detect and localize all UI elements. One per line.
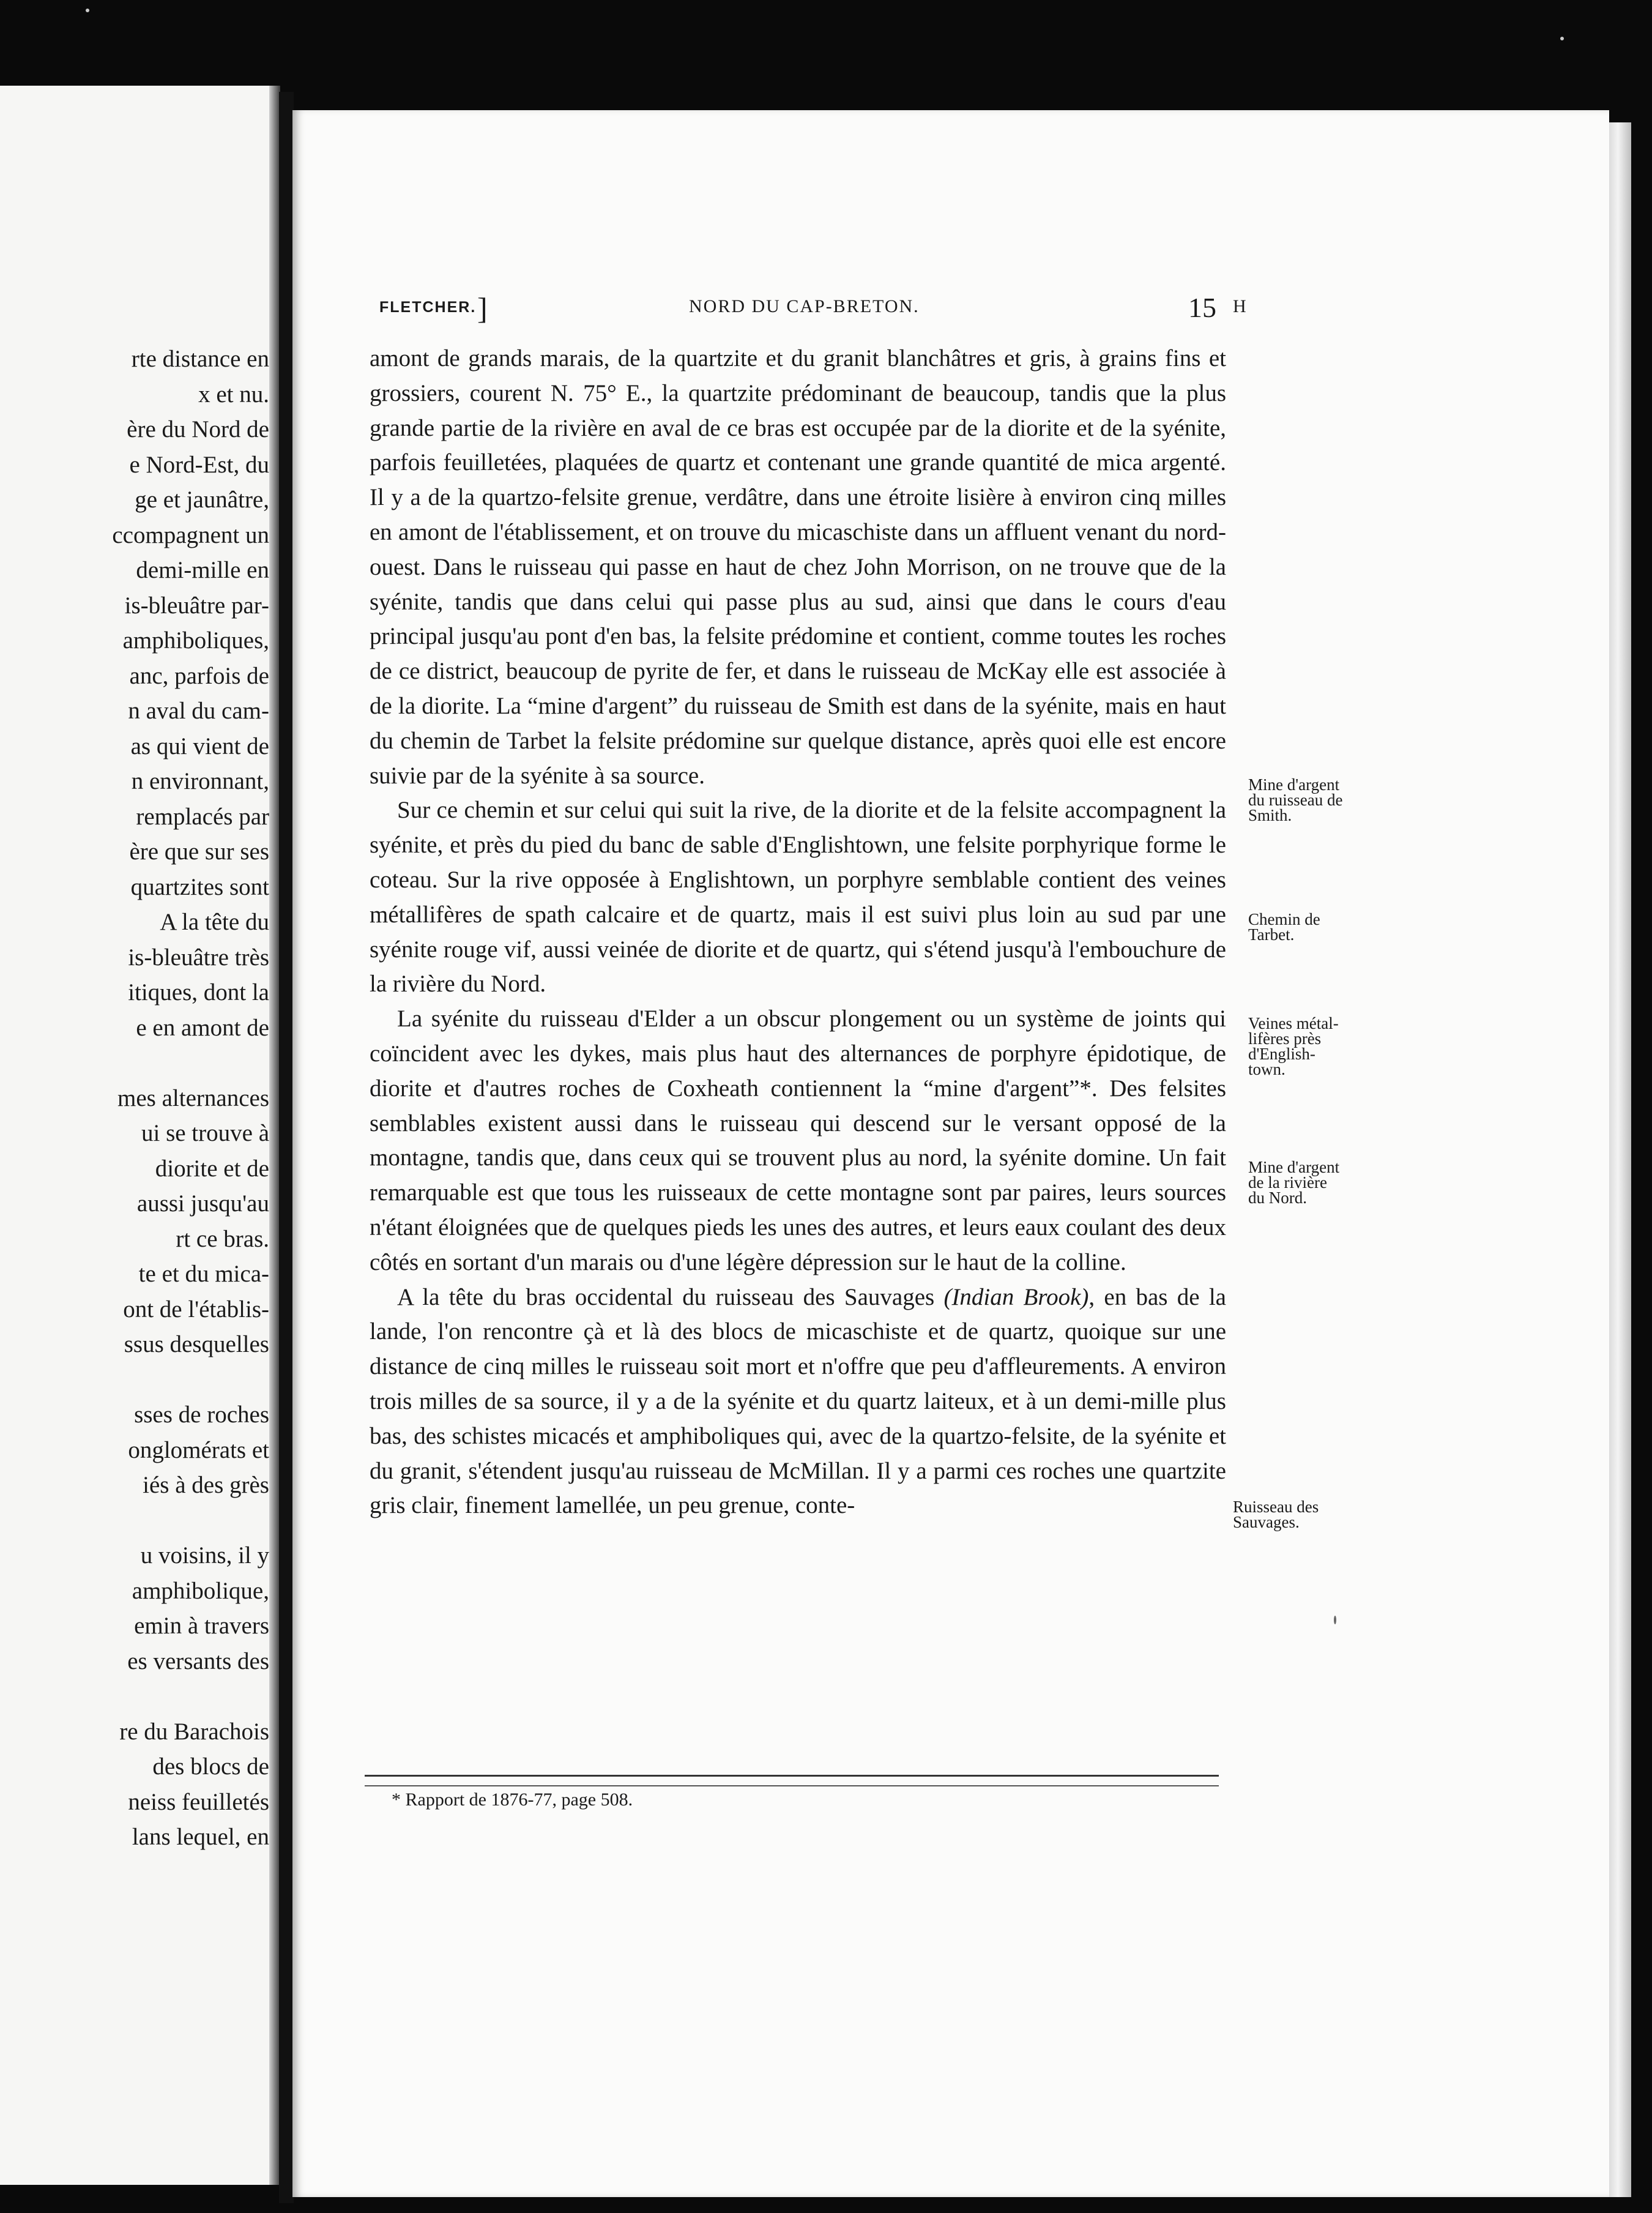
previous-page-line: des blocs de: [152, 1753, 269, 1780]
previous-page-line: n aval du cam-: [128, 698, 269, 724]
previous-page-line: aussi jusqu'au: [136, 1190, 269, 1217]
margin-note-line: du Nord.: [1248, 1189, 1307, 1207]
previous-page-line: is-bleuâtre par-: [124, 592, 269, 619]
running-header: [0, 291, 1652, 335]
previous-page-line: is-bleuâtre très: [128, 944, 269, 971]
paragraph-4-rest: , en bas de la lande, l'on rencontre çà et là des blocs de micaschiste et de quartz, quoique sur une distance de cinq milles le ruisseau soit mort et n'offre que peu d'affleurements. A environ trois milles de sa source, il y a de la syénite et du quartz laiteux, et à un demi-mille plus bas, des schistes micacés et amphiboliques qui, avec de la quartzo-felsite, de la syénite et du granit, s'étendent jusqu'au ruisseau de McMillan. Il y a parmi ces roches une quartzite gris clair, finement lamellée, un peu grenue, conte-: [370, 1283, 1226, 1519]
header-author: FLETCHER.: [379, 299, 477, 316]
previous-page-text: [0, 341, 269, 1855]
body-text: [370, 341, 1226, 1523]
margin-note-line: Veines métal-: [1248, 1014, 1339, 1032]
previous-page-line: u voisins, il y: [140, 1542, 269, 1569]
previous-page-line: [0, 1503, 275, 1539]
previous-page-line: neiss feuilletés: [128, 1788, 269, 1815]
header-bracket: ]: [477, 291, 488, 326]
previous-page-line: itiques, dont la: [128, 979, 269, 1006]
previous-page: [0, 86, 275, 2185]
margin-note-line: d'English-: [1248, 1045, 1315, 1063]
previous-page-line: as qui vient de: [130, 733, 269, 759]
margin-note-line: Sauvages.: [1233, 1513, 1300, 1531]
previous-page-line: ont de l'établis-: [123, 1296, 269, 1323]
previous-page-line: remplacés par: [136, 803, 269, 830]
margin-note-line: lifères près: [1248, 1029, 1322, 1048]
margin-note-line: town.: [1248, 1060, 1286, 1078]
previous-page-line: re du Barachois: [119, 1718, 269, 1745]
previous-page-line: amphibolique,: [132, 1577, 269, 1604]
previous-page-line: x et nu.: [198, 381, 269, 408]
previous-page-line: es versants des: [127, 1648, 269, 1674]
page-edge: [1609, 122, 1631, 2197]
margin-note-tarbet: [1248, 912, 1320, 942]
paragraph-1: amont de grands marais, de la quartzite et du granit blanchâtres et gris, à grains fins et grossiers, courent N. 75° E., la quartzite prédominant de beaucoup, tandis que la plus grande partie de la rivière en aval de ce bras est occupée par de la diorite et de la syénite, parfois feuilletées, plaquées de quartz et contenant une grande quantité de mica argenté. Il y a de la quartzo-felsite grenue, verdâtre, dans une étroite lisière à environ cinq milles en amont de l'établissement, et on trouve du micaschiste dans un affluent venant du nord-ouest. Dans le ruisseau qui passe en haut de chez John Morrison, on ne trouve que de la syénite, tandis que dans celui qui passe plus au sud, ainsi que dans le cours d'eau principal jusqu'au pont d'en bas, la felsite prédomine et contient, comme toutes les roches de ce district, beaucoup de pyrite de fer, et dans le ruisseau de McKay elle est associée à de la diorite. La “mine d'argent” du ruisseau de Smith est dans de la syénite, mais en haut du chemin de Tarbet la felsite prédomine sur quelque distance, après quoi elle est encore suivie par de la syénite à sa source.: [370, 345, 1226, 789]
previous-page-line: n environnant,: [131, 768, 269, 794]
previous-page-line: amphiboliques,: [122, 627, 269, 654]
previous-page-line: ère que sur ses: [129, 838, 269, 865]
previous-page-line: ge et jaunâtre,: [135, 487, 269, 513]
margin-note-line: Smith.: [1248, 806, 1292, 824]
margin-note-nord: [1248, 1160, 1339, 1206]
previous-page-line: iés à des grès: [143, 1472, 269, 1498]
part-letter: H: [1233, 296, 1246, 316]
margin-note-smith: [1248, 777, 1342, 823]
dust-speck: [1560, 37, 1564, 40]
previous-page-line: lans lequel, en: [132, 1824, 269, 1850]
previous-page-line: e en amont de: [136, 1014, 269, 1041]
margin-note-veines: [1248, 1016, 1339, 1077]
previous-page-line: e Nord-Est, du: [129, 451, 269, 478]
page-number: 15: [1188, 292, 1216, 323]
dust-speck: [86, 9, 89, 12]
footnote-rule: [365, 1775, 1219, 1777]
footnote: * Rapport de 1876-77, page 508.: [392, 1789, 633, 1810]
previous-page-line: quartzites sont: [130, 873, 269, 900]
previous-page-line: diorite et de: [155, 1155, 269, 1182]
paragraph-3: La syénite du ruisseau d'Elder a un obscur plongement ou un système de joints qui coïncident avec les dykes, mais plus haut des alternances de porphyre épidotique, de diorite et d'autres roches de Coxheath contiennent la “mine d'argent”*. Des felsites semblables existent aussi dans le ruisseau qui descend sur le versant opposé de la montagne, tandis que, dans ceux qui se trouvent plus au nord, la syénite domine. Un fait remarquable est que tous les ruisseaux de cette montagne sont par paires, leurs sources n'étant éloignées que de quelques pieds les unes des autres, et leurs eaux coulant des deux côtés en sortant d'un marais ou d'une légère dépression sur le haut de la colline.: [370, 1006, 1226, 1275]
paragraph-4-start: A la tête du bras occidental du ruisseau des Sauvages: [397, 1283, 944, 1310]
previous-page-line: A la tête du: [160, 909, 269, 935]
previous-page-line: [0, 1362, 275, 1398]
previous-page-line: mes alternances: [117, 1084, 269, 1111]
previous-page-line: [0, 1045, 275, 1081]
previous-page-line: ère du Nord de: [127, 416, 269, 442]
margin-note-line: du ruisseau de: [1248, 791, 1343, 809]
previous-page-line: emin à travers: [134, 1613, 269, 1639]
margin-note-line: Mine d'argent: [1248, 1158, 1340, 1176]
margin-note-line: Chemin de: [1248, 910, 1320, 928]
scan-mark: [1334, 1616, 1336, 1624]
previous-page-line: ui se trouve à: [141, 1120, 269, 1146]
header-title: NORD DU CAP-BRETON.: [689, 296, 920, 316]
margin-note-line: Mine d'argent: [1248, 775, 1340, 794]
previous-page-line: [0, 1679, 275, 1714]
margin-note-line: de la rivière: [1248, 1173, 1327, 1192]
margin-note-line: Tarbet.: [1248, 925, 1295, 944]
margin-note-line: Ruisseau des: [1233, 1498, 1319, 1516]
paragraph-4: [370, 1280, 1226, 1524]
previous-page-line: ccompagnent un: [112, 521, 269, 548]
previous-page-line: sses de roches: [134, 1401, 269, 1428]
previous-page-line: rt ce bras.: [176, 1225, 269, 1252]
previous-page-line: ssus desquelles: [124, 1331, 269, 1357]
previous-page-line: rte distance en: [131, 346, 269, 372]
previous-page-line: anc, parfois de: [129, 662, 269, 689]
previous-page-line: demi-mille en: [136, 557, 269, 583]
paragraph-2: Sur ce chemin et sur celui qui suit la rive, de la diorite et de la felsite accompagnent la syénite, et près du pied du banc de sable d'Englishtown, une felsite porphyrique forme le coteau. Sur la rive opposée à Englishtown, un porphyre semblable contient des veines métallifères de spath calcaire et de quartz, mais il est suivi plus loin au sud par une syénite rouge vif, aussi veinée de diorite et de quartz, qui s'étend jusqu'à l'embouchure de la rivière du Nord.: [370, 797, 1226, 998]
book-gutter: [279, 92, 294, 2203]
margin-note-sauvages: [1233, 1499, 1319, 1530]
footnote-rule-thin: [365, 1785, 1219, 1786]
paragraph-4-italic: (Indian Brook): [943, 1283, 1089, 1310]
previous-page-line: onglomérats et: [128, 1436, 269, 1463]
previous-page-line: te et du mica-: [138, 1261, 269, 1287]
